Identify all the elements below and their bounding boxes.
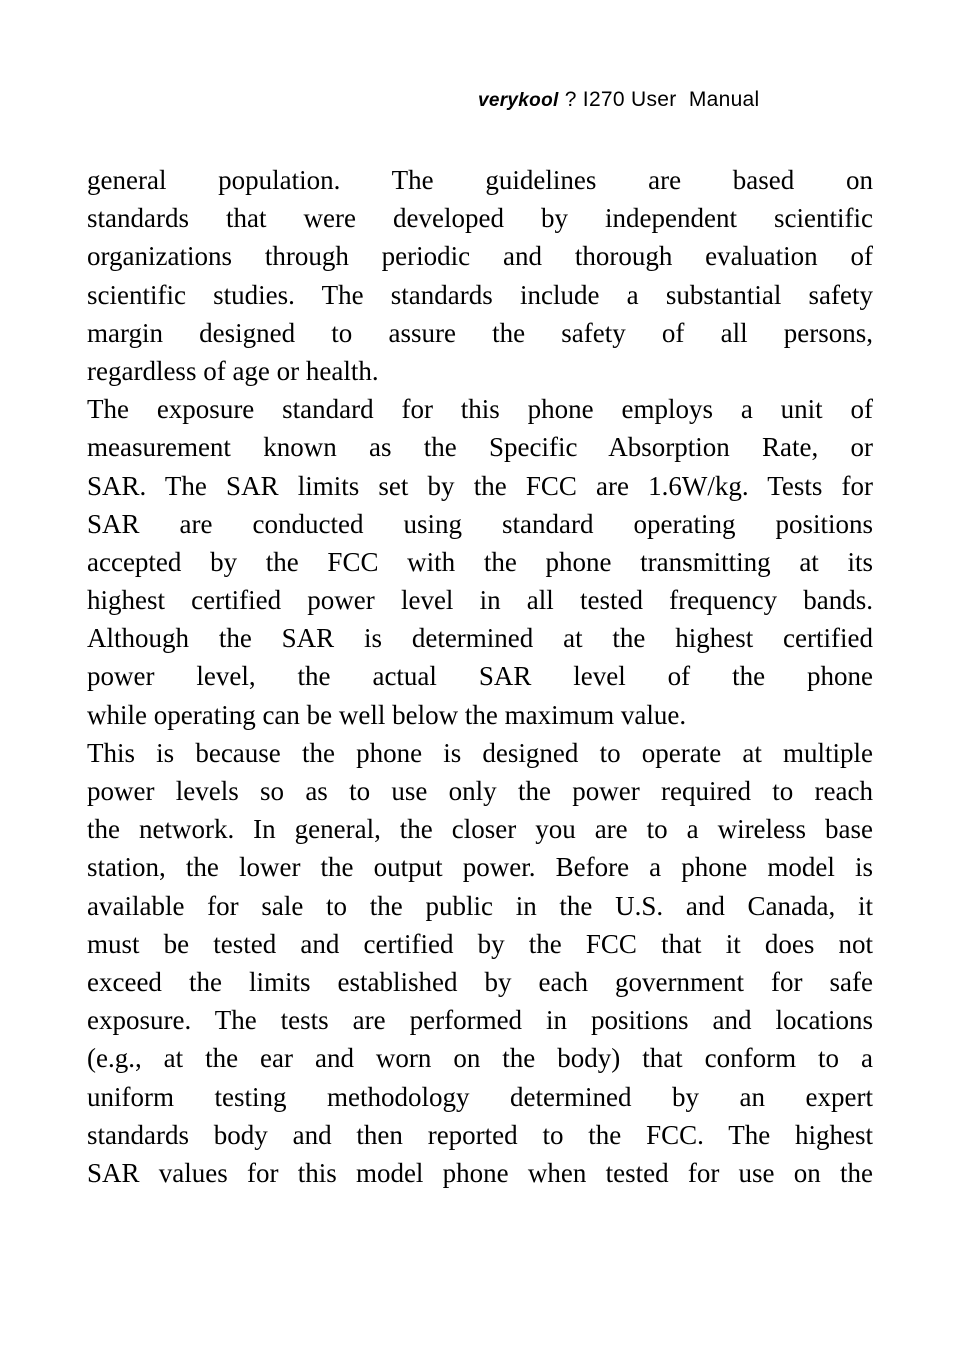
text-line: standards body and then reported to the FCC. The highest [87,1119,873,1150]
text-line: Although the SAR is determined at the highest certified [87,623,873,654]
text-line: while operating can be well below the maximum value. [87,699,687,730]
text-line: measurement known as the Specific Absorption Rate, or [87,432,873,463]
text-line: power levels so as to use only the power required to reach [87,776,873,806]
text-line: regardless of age or health. [87,355,379,386]
text-line: exposure. The tests are performed in positions and locations [87,1005,873,1036]
text-line: station, the lower the output power. Before a phone model is [87,852,873,883]
text-line: highest certified power level in all tested frequency bands. [87,585,873,616]
text-line: This is because the phone is designed to operate at multiple [87,737,873,768]
text-line: SAR are conducted using standard operating positions [87,508,873,539]
text-line: exceed the limits established by each government for safe [87,966,873,997]
text-line: (e.g., at the ear and worn on the body) that conform to a [87,1043,873,1074]
text-line: margin designed to assure the safety of all persons, [87,317,873,348]
text-line: must be tested and certified by the FCC that it does not [87,928,873,959]
brand-name: verykool [478,90,559,111]
paragraph [87,161,873,390]
paragraph [87,390,873,734]
paragraph [87,734,873,1192]
text-line: standards that were developed by independent scientific [87,203,873,234]
text-line: power level, the actual SAR level of the phone [87,661,873,692]
page-header [478,88,760,112]
text-line: SAR. The SAR limits set by the FCC are 1.6W/kg. Tests for [87,470,873,501]
text-line: the network. In general, the closer you are to a wireless base [87,814,873,845]
text-line: uniform testing methodology determined by an expert [87,1081,873,1112]
manual-title: ? I270 User Manual [558,88,760,111]
text-line: available for sale to the public in the U.S. and Canada, it [87,890,873,921]
text-line: SAR values for this model phone when tested for use on the [87,1157,873,1188]
text-line: accepted by the FCC with the phone transmitting at its [87,546,873,577]
text-line: scientific studies. The standards include a substantial safety [87,279,873,310]
manual-body [87,161,873,1192]
text-line: general population. The guidelines are based on [87,165,873,195]
text-line: organizations through periodic and thorough evaluation of [87,241,873,272]
text-line: The exposure standard for this phone employs a unit of [87,394,873,425]
